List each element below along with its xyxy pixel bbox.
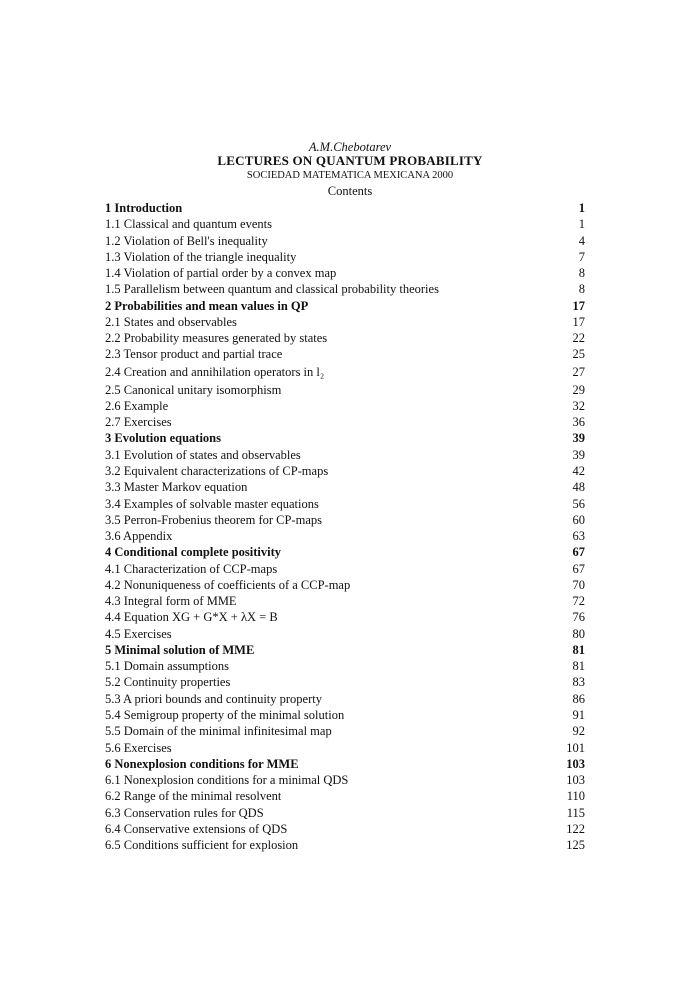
toc-section-row [105, 837, 585, 853]
toc-entry-page: 101 [566, 740, 585, 755]
toc-entry-title: 5.3 A priori bounds and continuity property [105, 691, 322, 706]
toc-entry-page: 76 [572, 610, 585, 625]
toc-section-row [105, 414, 585, 430]
toc-entry-title: 5.6 Exercises [105, 740, 172, 755]
toc-section-row [105, 216, 585, 232]
toc-section-row [105, 265, 585, 281]
toc-entry-page: 1 [578, 217, 585, 232]
toc-entry-page: 7 [578, 249, 585, 264]
toc-entry-title: 3 Evolution equations [105, 431, 222, 446]
table-of-contents [105, 200, 585, 853]
contents-heading: Contents [327, 184, 373, 198]
toc-entry-title: 6.3 Conservation rules for QDS [105, 805, 264, 820]
toc-entry-title: 2 Probabilities and mean values in QP [105, 298, 309, 313]
toc-entry-page: 25 [572, 347, 585, 362]
toc-entry-page: 4 [578, 233, 585, 248]
toc-entry-page: 92 [572, 724, 585, 739]
toc-entry-page: 27 [572, 364, 585, 379]
toc-entry-title: 3.3 Master Markov equation [105, 480, 248, 495]
toc-entry-title: 1.5 Parallelism between quantum and classical probability theories [105, 282, 439, 297]
toc-entry-page: 91 [572, 707, 585, 722]
toc-section-row [105, 561, 585, 577]
toc-entry-title: 3.4 Examples of solvable master equations [105, 496, 319, 511]
toc-section-row [105, 479, 585, 495]
toc-entry-title: 5 Minimal solution of MME [105, 642, 255, 657]
toc-section-row [105, 496, 585, 512]
toc-section-row [105, 463, 585, 479]
toc-entry-title: 4.4 Equation XG + G*X + λX = B [105, 610, 278, 625]
toc-entry-title: 4.3 Integral form of MME [105, 594, 237, 609]
toc-entry-page: 125 [566, 838, 585, 853]
toc-entry-title: 4.5 Exercises [105, 626, 172, 641]
toc-entry-page: 17 [572, 298, 585, 313]
toc-entry-title: 5.4 Semigroup property of the minimal solution [105, 707, 345, 722]
toc-chapter-row [105, 756, 585, 772]
toc-section-row [105, 691, 585, 707]
document-title: LECTURES ON QUANTUM PROBABILITY [217, 153, 483, 168]
toc-entry-title: 1.3 Violation of the triangle inequality [105, 249, 297, 264]
toc-section-row [105, 363, 585, 382]
toc-section-row [105, 330, 585, 346]
toc-entry-page: 81 [572, 642, 585, 657]
toc-entry-title: 2.4 Creation and annihilation operators in l₂ [105, 364, 325, 379]
toc-entry-title: 5.2 Continuity properties [105, 675, 231, 690]
toc-entry-title: 4.2 Nonuniqueness of coefficients of a CCP-map [105, 577, 351, 592]
toc-section-row [105, 723, 585, 739]
toc-entry-title: 4.1 Characterization of CCP-maps [105, 561, 278, 576]
toc-section-row [105, 382, 585, 398]
toc-entry-page: 122 [566, 821, 585, 836]
toc-entry-page: 39 [572, 447, 585, 462]
toc-entry-title: 4 Conditional complete positivity [105, 545, 282, 560]
toc-entry-title: 5.1 Domain assumptions [105, 659, 229, 674]
toc-entry-title: 1.2 Violation of Bell's inequality [105, 233, 268, 248]
toc-entry-page: 63 [572, 529, 585, 544]
toc-section-row [105, 512, 585, 528]
toc-entry-title: 1.4 Violation of partial order by a convex map [105, 266, 337, 281]
toc-entry-page: 72 [572, 594, 585, 609]
toc-entry-page: 67 [572, 561, 585, 576]
toc-entry-page: 1 [578, 201, 585, 215]
toc-section-row [105, 233, 585, 249]
toc-section-row [105, 577, 585, 593]
toc-entry-page: 29 [572, 382, 585, 397]
toc-section-row [105, 609, 585, 625]
toc-entry-title: 3.6 Appendix [105, 529, 173, 544]
toc-entry-page: 115 [566, 805, 585, 820]
toc-section-row [105, 528, 585, 544]
toc-entry-title: 6.5 Conditions sufficient for explosion [105, 838, 299, 853]
toc-entry-title: 6 Nonexplosion conditions for MME [105, 756, 299, 771]
toc-entry-title: 1 Introduction [105, 201, 183, 215]
toc-section-row [105, 346, 585, 362]
toc-entry-page: 103 [566, 773, 585, 788]
toc-chapter-row [105, 298, 585, 314]
toc-entry-page: 70 [572, 577, 585, 592]
toc-entry-title: 2.6 Example [105, 398, 169, 413]
toc-entry-title: 5.5 Domain of the minimal infinitesimal map [105, 724, 332, 739]
toc-chapter-row [105, 200, 585, 216]
toc-section-row [105, 674, 585, 690]
toc-entry-page: 48 [572, 480, 585, 495]
toc-section-row [105, 398, 585, 414]
toc-section-row [105, 281, 585, 297]
toc-entry-title: 6.2 Range of the minimal resolvent [105, 789, 282, 804]
toc-entry-page: 36 [572, 415, 585, 430]
toc-entry-title: 3.5 Perron-Frobenius theorem for CP-maps [105, 512, 322, 527]
author-name: A.M.Chebotarev [308, 140, 392, 154]
toc-entry-page: 17 [572, 314, 585, 329]
toc-section-row [105, 314, 585, 330]
toc-entry-page: 42 [572, 463, 585, 478]
toc-entry-title: 3.2 Equivalent characterizations of CP-maps [105, 463, 329, 478]
toc-entry-title: 3.1 Evolution of states and observables [105, 447, 301, 462]
toc-entry-title: 2.3 Tensor product and partial trace [105, 347, 283, 362]
toc-entry-page: 39 [572, 431, 585, 446]
toc-section-row [105, 626, 585, 642]
toc-entry-title: 6.4 Conservative extensions of QDS [105, 821, 288, 836]
toc-entry-page: 103 [566, 756, 585, 771]
toc-section-row [105, 658, 585, 674]
toc-entry-page: 22 [572, 331, 585, 346]
toc-chapter-row [105, 430, 585, 446]
toc-entry-page: 83 [572, 675, 585, 690]
toc-chapter-row [105, 544, 585, 560]
toc-entry-page: 8 [578, 282, 585, 297]
toc-entry-title: 1.1 Classical and quantum events [105, 217, 272, 232]
toc-entry-page: 56 [572, 496, 585, 511]
toc-entry-page: 80 [572, 626, 585, 641]
toc-entry-page: 86 [572, 691, 585, 706]
toc-entry-title: 6.1 Nonexplosion conditions for a minimal QDS [105, 773, 349, 788]
toc-entry-page: 32 [572, 398, 585, 413]
toc-section-row [105, 593, 585, 609]
toc-section-row [105, 707, 585, 723]
toc-section-row [105, 821, 585, 837]
toc-entry-title: 2.5 Canonical unitary isomorphism [105, 382, 282, 397]
toc-chapter-row [105, 642, 585, 658]
toc-section-row [105, 805, 585, 821]
toc-section-row [105, 249, 585, 265]
toc-entry-page: 60 [572, 512, 585, 527]
toc-entry-title: 2.7 Exercises [105, 415, 172, 430]
toc-entry-page: 8 [578, 266, 585, 281]
toc-entry-title: 2.1 States and observables [105, 314, 237, 329]
toc-entry-page: 67 [572, 545, 585, 560]
toc-entry-page: 110 [566, 789, 585, 804]
toc-section-row [105, 740, 585, 756]
publisher-line: SOCIEDAD MATEMATICA MEXICANA 2000 [246, 170, 454, 181]
toc-entry-page: 81 [572, 659, 585, 674]
toc-section-row [105, 788, 585, 804]
toc-section-row [105, 447, 585, 463]
toc-section-row [105, 772, 585, 788]
toc-entry-title: 2.2 Probability measures generated by states [105, 331, 328, 346]
